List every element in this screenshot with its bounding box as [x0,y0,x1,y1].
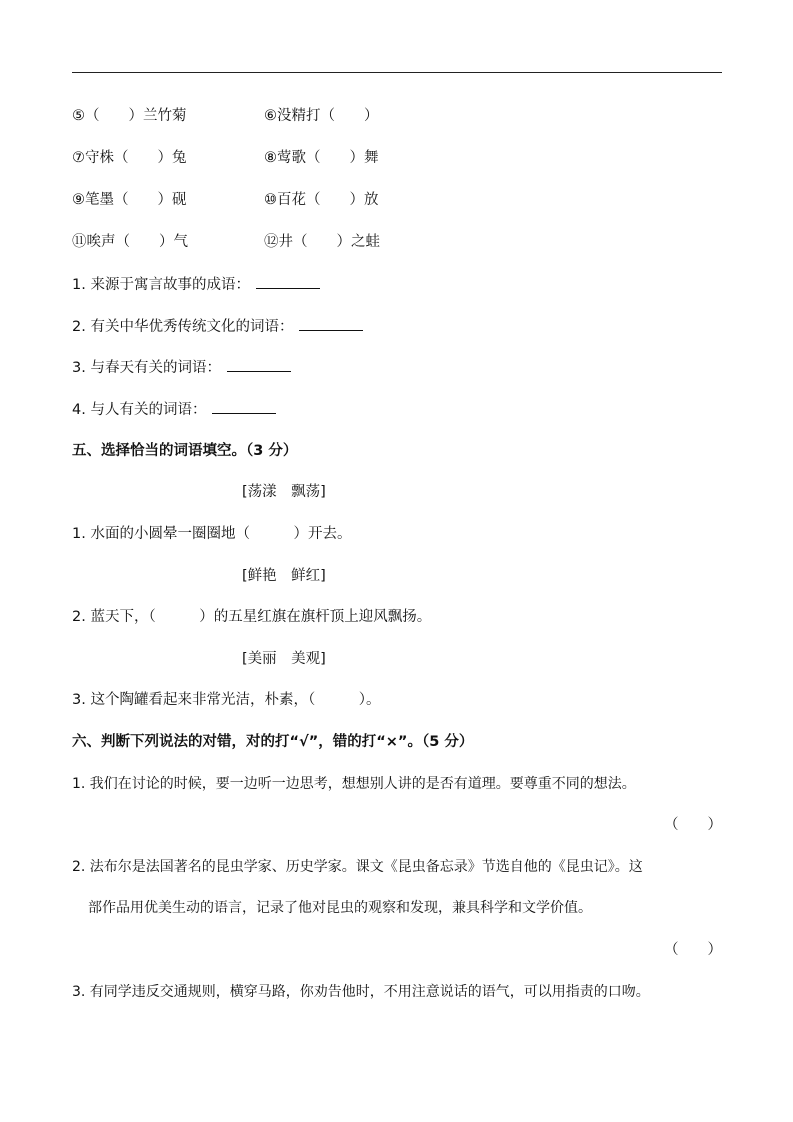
idiom-item-10: ⑩百花（ ）放 [264,192,379,208]
idiom-item-9: ⑨笔墨（ ）砚 [72,192,187,208]
classify-question-text: 4. 与人有关的词语： [72,402,207,418]
judge-question-3: 3. 有同学违反交通规则，横穿马路，你劝告他时，不用注意说话的语气，可以用指责的口吻。 [72,984,650,1000]
classify-question-3 [72,357,291,378]
fill-sentence-2: 2. 蓝天下，（ ）的五星红旗在旗杆顶上迎风飘扬。 [72,609,432,625]
word-options-3: [美丽 美观] [242,651,326,667]
classify-question-text: 2. 有关中华优秀传统文化的词语： [72,319,294,335]
judge-answer-bracket-2[interactable]: （ ） [664,942,722,958]
word-options-2: [鲜艳 鲜红] [242,568,326,584]
classify-question-text: 3. 与春天有关的词语： [72,360,221,376]
idiom-item-6: ⑥没精打（ ） [264,108,379,124]
section-5-title: 五、选择恰当的词语填空。（3 分） [72,443,298,459]
judge-answer-bracket-1[interactable]: （ ） [664,817,722,833]
classify-question-4 [72,399,276,420]
fill-sentence-3: 3. 这个陶罐看起来非常光洁，朴素，（ ）。 [72,692,381,708]
judge-question-2-line2: 部作品用优美生动的语言，记录了他对昆虫的观察和发现，兼具科学和文学价值。 [88,900,592,916]
classify-question-2 [72,316,363,337]
section-6-title: 六、判断下列说法的对错，对的打“√”，错的打“×”。（5 分） [72,734,474,750]
judge-question-1: 1. 我们在讨论的时候，要一边听一边思考，想想别人讲的是否有道理。要尊重不同的想法。 [72,776,636,792]
judge-question-2-line1: 2. 法布尔是法国著名的昆虫学家、历史学家。课文《昆虫备忘录》节选自他的《昆虫记》。这 [72,859,643,875]
word-options-1: [荡漾 飘荡] [242,484,326,500]
idiom-item-8: ⑧莺歌（ ）舞 [264,150,379,166]
answer-blank[interactable] [299,316,363,331]
answer-blank[interactable] [227,357,291,372]
idiom-item-5: ⑤（ ）兰竹菊 [72,108,187,124]
answer-blank[interactable] [212,399,276,414]
classify-question-text: 1. 来源于寓言故事的成语： [72,277,250,293]
fill-sentence-1: 1. 水面的小圆晕一圈圈地（ ）开去。 [72,526,352,542]
answer-blank[interactable] [256,274,320,289]
header-rule [72,72,722,73]
idiom-item-12: ⑫井（ ）之蛙 [264,234,380,250]
idiom-item-7: ⑦守株（ ）兔 [72,150,187,166]
idiom-item-11: ⑪唉声（ ）气 [72,234,188,250]
classify-question-1 [72,274,320,295]
